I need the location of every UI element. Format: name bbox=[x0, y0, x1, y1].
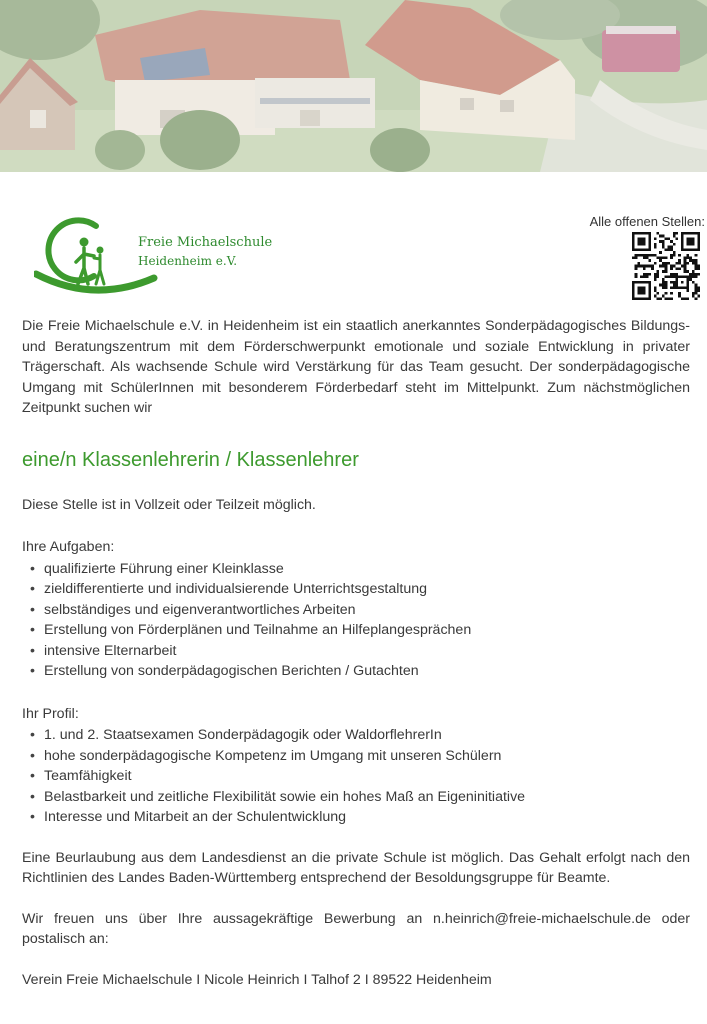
list-item: • Teamfähigkeit bbox=[44, 766, 690, 787]
qr-label: Alle offenen Stellen: bbox=[589, 214, 705, 229]
header-photo bbox=[0, 0, 707, 172]
school-logo bbox=[34, 212, 273, 304]
leave-note: Eine Beurlaubung aus dem Landesdienst an die private Schule ist möglich. Das Gehalt erfolgt nach den Richtlinien des Landes Baden-Württemberg entsprechend der Besoldungsgruppe für Beamte. bbox=[22, 849, 690, 886]
list-item: • zieldifferentierte und individualsierende Unterrichtsgestaltung bbox=[44, 579, 690, 600]
employment-type: Diese Stelle ist in Vollzeit oder Teilzeit möglich. bbox=[22, 496, 316, 513]
profile-heading: Ihr Profil: bbox=[22, 705, 79, 722]
list-item: • Erstellung von sonderpädagogischen Berichten / Gutachten bbox=[44, 661, 690, 682]
application-note: Wir freuen uns über Ihre aussagekräftige Bewerbung an n.heinrich@freie-michaelschule.de oder postalisch an: bbox=[22, 910, 690, 947]
intro-paragraph: Die Freie Michaelschule e.V. in Heidenheim ist ein staatlich anerkanntes Sonderpädagogisches Bildungs- und Beratungszentrum mit dem Förderschwerpunkt emotionale und soziale Entwicklung in privater Trägerschaft. Als wachsende Schule wird Verstärkung für das Team gesucht. Der sonderpädagogische Umgang mit SchülerInnen mit besonderem Förderbedarf steht im Mittelpunkt. Zum nächstmöglichen Zeitpunkt suchen wir bbox=[22, 318, 690, 416]
profile-list bbox=[22, 725, 690, 828]
job-title: eine/n Klassenlehrerin / Klassenlehrer bbox=[22, 448, 359, 471]
logo-name: Freie Michaelschule bbox=[138, 235, 273, 250]
tasks-heading: Ihre Aufgaben: bbox=[22, 539, 115, 555]
postal-address: Verein Freie Michaelschule I Nicole Heinrich I Talhof 2 I 89522 Heidenheim bbox=[22, 971, 492, 988]
list-item: • qualifizierte Führung einer Kleinklasse bbox=[44, 559, 690, 580]
qr-code-icon[interactable] bbox=[632, 232, 700, 300]
list-item: • Interesse und Mitarbeit an der Schulentwicklung bbox=[44, 807, 690, 828]
list-item: • hohe sonderpädagogische Kompetenz im Umgang mit unseren Schülern bbox=[44, 746, 690, 767]
list-item: • intensive Elternarbeit bbox=[44, 641, 690, 662]
logo-location: Heidenheim e.V. bbox=[138, 254, 238, 268]
tasks-list bbox=[22, 559, 690, 682]
job-posting bbox=[22, 316, 690, 990]
list-item: • Belastbarkeit und zeitliche Flexibilität sowie ein hohes Maß an Eigeninitiative bbox=[44, 787, 690, 808]
list-item: • 1. und 2. Staatsexamen Sonderpädagogik oder WaldorflehrerIn bbox=[44, 725, 690, 746]
list-item: • selbständiges und eigenverantwortliches Arbeiten bbox=[44, 600, 690, 621]
list-item: • Erstellung von Förderplänen und Teilnahme an Hilfeplangesprächen bbox=[44, 620, 690, 641]
